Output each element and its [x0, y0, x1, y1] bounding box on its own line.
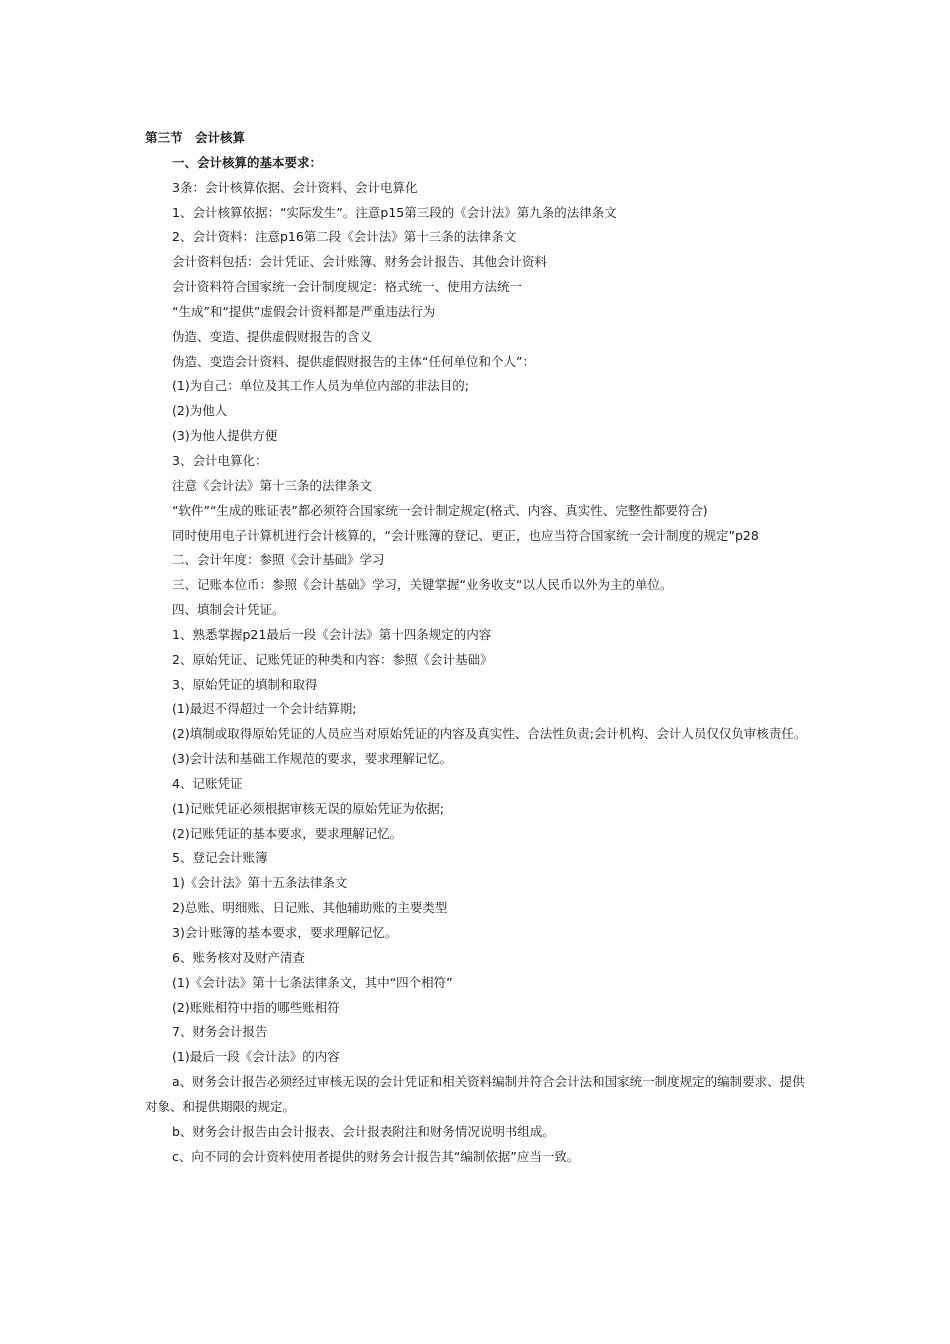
paragraph: (1)为自己：单位及其工作人员为单位内部的非法目的; [172, 378, 469, 394]
paragraph: (2)为他人 [172, 403, 228, 419]
paragraph: b、财务会计报告由会计报表、会计报表附注和财务情况说明书组成。 [172, 1123, 555, 1139]
paragraph: 伪造、变造会计资料、提供虚假财报告的主体“任何单位和个人”： [172, 353, 535, 369]
paragraph: 6、账务核对及财产清查 [172, 949, 305, 965]
paragraph: 3条：会计核算依据、会计资料、会计电算化 [172, 179, 418, 195]
paragraph: 2)总账、明细账、日记账、其他辅助账的主要类型 [172, 900, 448, 916]
paragraph: 2、原始凭证、记账凭证的种类和内容：参照《会计基础》 [172, 651, 493, 667]
paragraph: 伪造、变造、提供虚假财报告的含义 [172, 328, 373, 344]
paragraph: 二、会计年度：参照《会计基础》学习 [172, 552, 385, 568]
paragraph: 会计资料包括：会计凭证、会计账簿、财务会计报告、其他会计资料 [172, 254, 548, 270]
paragraph: (3)会计法和基础工作规范的要求，要求理解记忆。 [172, 751, 453, 767]
paragraph: 四、填制会计凭证。 [172, 602, 285, 618]
paragraph: 1、熟悉掌握p21最后一段《会计法》第十四条规定的内容 [172, 626, 492, 642]
paragraph: (1)最后一段《会计法》的内容 [172, 1049, 340, 1065]
paragraph: 会计资料符合国家统一会计制度规定：格式统一、使用方法统一 [172, 279, 523, 295]
paragraph: 7、财务会计报告 [172, 1024, 268, 1040]
paragraph: (1)《会计法》第十七条法律条文，其中“四个相符” [172, 974, 453, 990]
paragraph: (2)填制或取得原始凭证的人员应当对原始凭证的内容及真实性、合法性负责;会计机构、会计人员仅仅负审核责任。 [172, 726, 807, 742]
paragraph: 3)会计账簿的基本要求，要求理解记忆。 [172, 925, 398, 940]
paragraph: (1)记账凭证必须根据审核无误的原始凭证为依据; [172, 800, 444, 816]
paragraph: (3)为他人提供方便 [172, 428, 278, 444]
paragraph: 4、记账凭证 [172, 775, 243, 791]
section-title: 第三节 会计核算 [145, 130, 246, 145]
paragraph: 1、会计核算依据：“实际发生”。注意p15第三段的《会计法》第九条的法律条文 [172, 204, 617, 220]
paragraph: 同时使用电子计算机进行会计核算的，“会计账簿的登记、更正，也应当符合国家统一会计制度的规定”p28 [172, 527, 759, 543]
paragraph: “软件”“生成的账证表”都必须符合国家统一会计制定规定(格式、内容、真实性、完整性都要符合) [172, 502, 708, 518]
paragraph: 3、会计电算化： [172, 452, 268, 468]
document-body [145, 126, 810, 1169]
paragraph: 三、记账本位币：参照《会计基础》学习，关键掌握“业务收支“以人民币以外为主的单位。 [172, 577, 673, 593]
paragraph: 注意《会计法》第十三条的法律条文 [172, 477, 373, 493]
paragraph: 1)《会计法》第十五条法律条文 [172, 875, 348, 891]
section-heading: 一、会计核算的基本要求： [172, 154, 323, 170]
paragraph: 3、原始凭证的填制和取得 [172, 676, 318, 692]
paragraph: “生成”和“提供”虚假会计资料都是严重违法行为 [172, 303, 436, 319]
paragraph: 2、会计资料：注意p16第二段《会计法》第十三条的法律条文 [172, 229, 517, 245]
paragraph: c、向不同的会计资料使用者提供的财务会计报告其“编制依据”应当一致。 [172, 1148, 580, 1164]
paragraph: 5、登记会计账簿 [172, 850, 268, 866]
paragraph: (1)最迟不得超过一个会计结算期; [172, 701, 357, 717]
paragraph: (2)账账相符中指的哪些账相符 [172, 999, 340, 1015]
paragraph: (2)记账凭证的基本要求，要求理解记忆。 [172, 825, 403, 841]
paragraph: a、财务会计报告必须经过审核无误的会计凭证和相关资料编制并符合会计法和国家统一制度规定的编制要求、提供对象、和提供期限的规定。 [145, 1074, 805, 1114]
